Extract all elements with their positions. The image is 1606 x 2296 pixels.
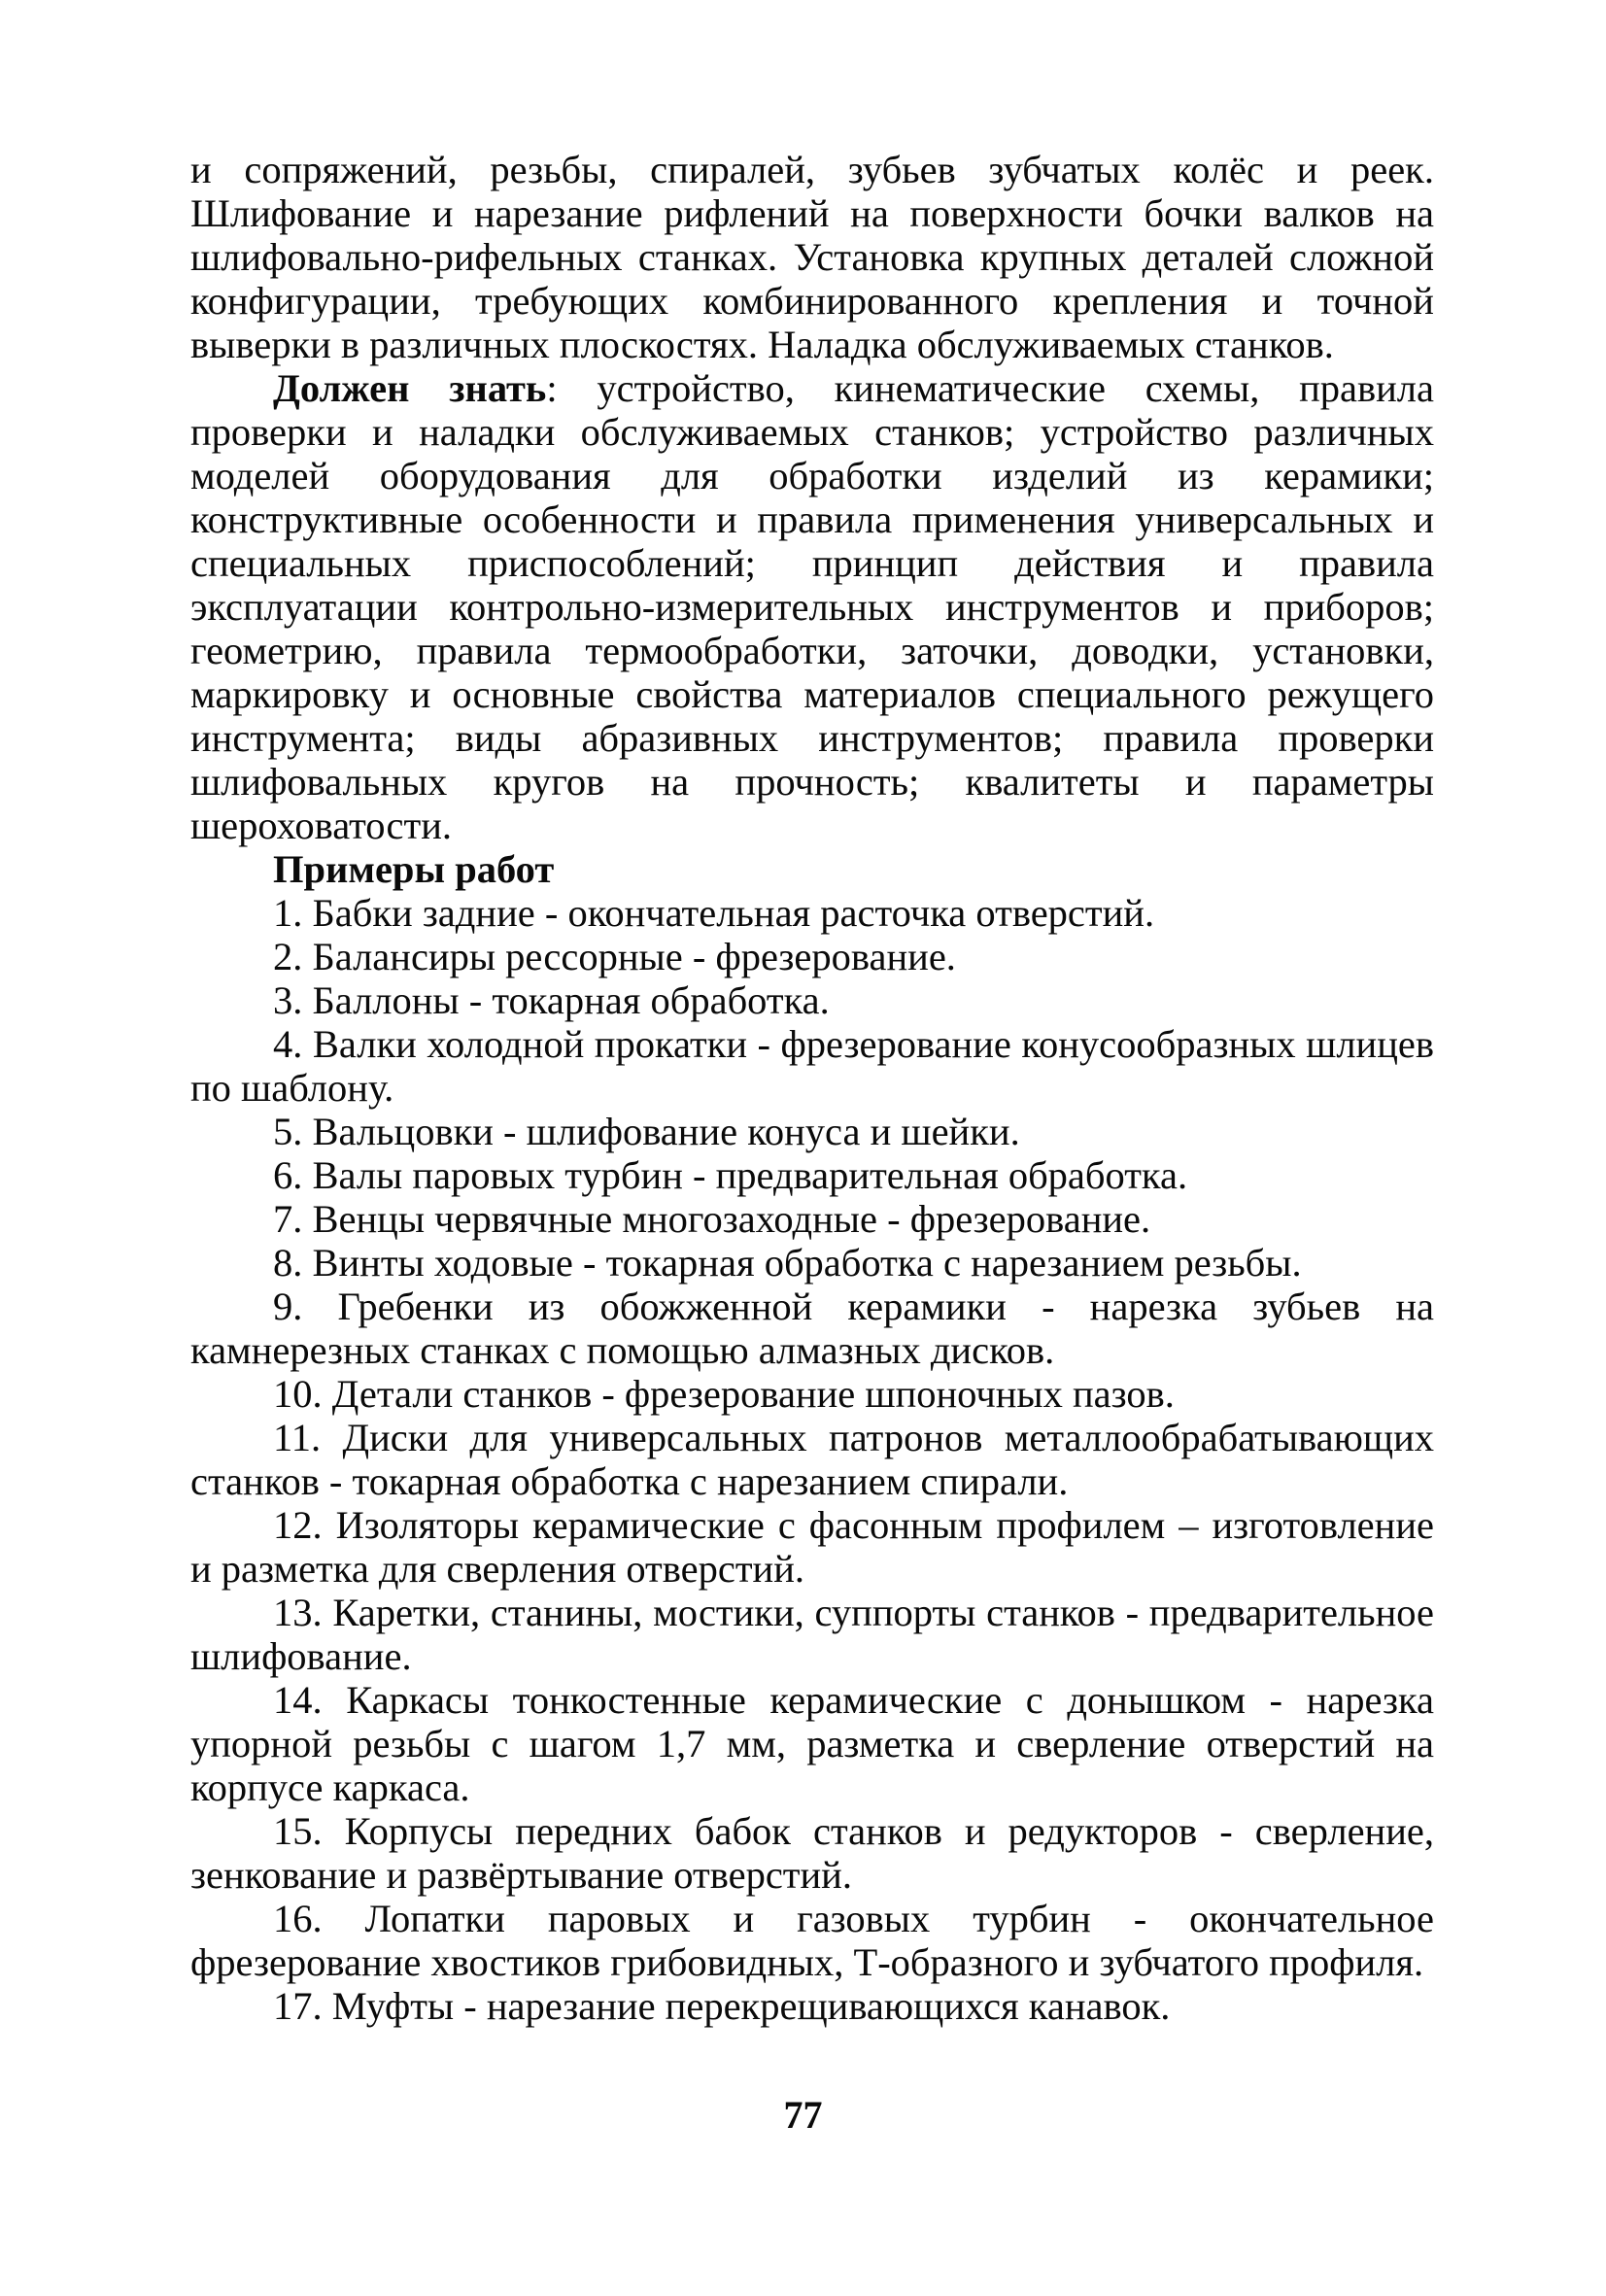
example-item-1: 1. Бабки задние - окончательная расточка отверстий. [273,891,1155,935]
page-number: 77 [783,2093,823,2137]
example-item-16: 16. Лопатки паровых и газовых турбин - окончательное фрезерование хвостиков грибовидных, Т-образного и зубчатого профиля. [190,1897,1434,1984]
example-item-13: 13. Каретки, станины, мостики, суппорты станков - предварительное шлифование. [190,1591,1434,1678]
example-item-12: 12. Изоляторы керамические с фасонным профилем – изготовление и разметка для сверления отверстий. [190,1503,1434,1591]
example-item-3: 3. Баллоны - токарная обработка. [273,978,830,1022]
example-item-2: 2. Балансиры рессорные - фрезерование. [273,935,956,978]
knowledge-text: : устройство, кинематические схемы, правила проверки и наладки обслуживаемых станков; устройство различных моделей оборудования для обработки изделий из керамики; конструктивные особенности и правила применения универсальных и специальных приспособлений; принцип действия и правила эксплуатации контрольно-измерительных инструментов и приборов; геометрию, правила термообработки, заточки, доводки, установки, маркировку и основные свойства материалов специального режущего инструмента; виды абразивных инструментов; правила проверки шлифовальных кругов на прочность; квалитеты и параметры шероховатости. [190,366,1434,847]
example-item-5: 5. Вальцовки - шлифование конуса и шейки. [273,1110,1020,1153]
examples-heading: Примеры работ [273,847,555,891]
knowledge-paragraph [190,366,1434,847]
example-item-11: 11. Диски для универсальных патронов металлообрабатывающих станков - токарная обработка с нарезанием спирали. [190,1416,1434,1503]
example-item-10: 10. Детали станков - фрезерование шпоночных пазов. [273,1372,1175,1416]
knowledge-label: Должен знать [273,366,547,410]
example-item-17: 17. Муфты - нарезание перекрещивающихся канавок. [273,1984,1171,2028]
example-item-15: 15. Корпусы передних бабок станков и редукторов - сверление, зенкование и развёртывание отверстий. [190,1809,1434,1897]
examples-list [190,891,1434,2028]
example-item-9: 9. Гребенки из обожженной керамики - нарезка зубьев на камнерезных станках с помощью алмазных дисков. [190,1285,1434,1372]
example-item-7: 7. Венцы червячные многозаходные - фрезерование. [273,1197,1151,1241]
example-item-6: 6. Валы паровых турбин - предварительная обработка. [273,1153,1188,1197]
page-body [190,148,1434,2028]
example-item-14: 14. Каркасы тонкостенные керамические с донышком - нарезка упорной резьбы с шагом 1,7 мм, разметка и сверление отверстий на корпусе каркаса. [190,1678,1434,1809]
intro-paragraph: и сопряжений, резьбы, спиралей, зубьев зубчатых колёс и реек. Шлифование и нарезание рифлений на поверхности бочки валков на шлифовально-рифельных станках. Установка крупных деталей сложной конфигурации, требующих комбинированного крепления и точной выверки в различных плоскостях. Наладка обслуживаемых станков. [190,148,1434,366]
example-item-8: 8. Винты ходовые - токарная обработка с нарезанием резьбы. [273,1241,1302,1285]
example-item-4: 4. Валки холодной прокатки - фрезерование конусообразных шлицев по шаблону. [190,1022,1434,1110]
